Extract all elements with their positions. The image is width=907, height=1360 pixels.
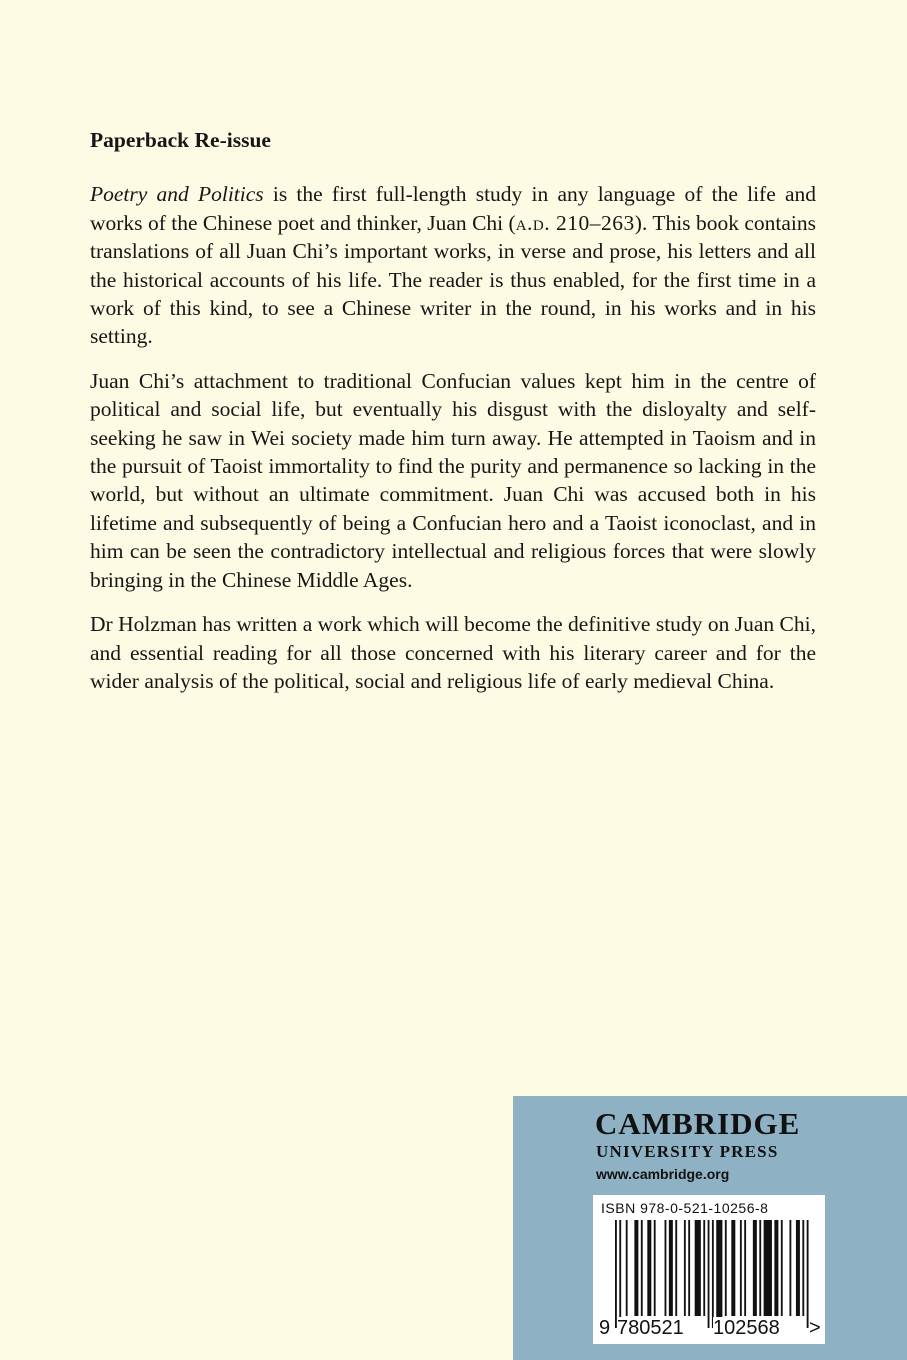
barcode-bar	[796, 1220, 800, 1316]
book-title: Poetry and Politics	[90, 182, 264, 207]
barcode-bar	[731, 1220, 735, 1316]
isbn-text: ISBN 978-0-521-10256-8	[601, 1200, 769, 1216]
heading: Paperback Re-issue	[90, 128, 271, 152]
barcode-bar	[744, 1220, 746, 1316]
barcode-digits-right: 102568	[713, 1317, 780, 1339]
barcode-bar	[740, 1220, 742, 1316]
barcode-bar	[647, 1220, 651, 1316]
barcode-bar	[654, 1220, 656, 1316]
publisher-url: www.cambridge.org	[596, 1166, 730, 1182]
barcode-bar	[712, 1220, 714, 1328]
barcode-bar	[802, 1220, 804, 1316]
back-cover-text	[90, 126, 816, 711]
paragraph-3: Dr Holzman has written a work which will become the definitive study on Juan Chi, and essential reading for all those concerned with his literary career and for the wider analysis of the political, social and religious life of early medieval China.	[90, 612, 816, 693]
barcode-digit-first: 9	[599, 1317, 611, 1339]
barcode-bar	[703, 1220, 705, 1316]
barcode-bar	[764, 1220, 772, 1316]
paragraph-2: Juan Chi’s attachment to traditional Confucian values kept him in the centre of political and social life, but eventually his disgust with the disloyalty and self-seeking he saw in Wei society made him turn away. He attempted in Taoism and in the pursuit of Taoist immortality to find the purity and permanence so lacking in the world, but without an ultimate commitment. Juan Chi was accused both in his lifetime and subsequently of being a Confucian hero and a Taoist iconoclast, and in him can be seen the contradictory intellectual and religious forces that were slowly bringing in the Chinese Middle Ages.	[90, 368, 816, 592]
barcode-bar	[759, 1220, 761, 1316]
paragraph-1-text-b: ). This book contains translations of all Juan Chi’s important works, in verse and prose, his letters and all the historical accounts of his life. The reader is thus enabled, for the first time in a work of this kind, to see a Chinese writer in the round, in his works and in his setting.	[90, 210, 816, 349]
barcode-label	[593, 1195, 825, 1344]
barcode-bar	[634, 1220, 638, 1316]
barcode-bar	[669, 1220, 673, 1316]
barcode-bar	[684, 1220, 686, 1316]
barcode-bar	[641, 1220, 643, 1316]
paragraph-1	[90, 180, 816, 350]
barcode-bar	[619, 1220, 621, 1328]
barcode-digits-left: 780521	[617, 1317, 684, 1339]
barcode-bar	[716, 1220, 722, 1328]
barcode-bar	[708, 1220, 710, 1328]
publisher-subtitle: UNIVERSITY PRESS	[596, 1142, 779, 1161]
barcode-icon	[615, 1220, 811, 1328]
barcode-bar	[626, 1220, 628, 1316]
barcode-bar	[615, 1220, 617, 1328]
barcode-end-mark: >	[809, 1317, 821, 1339]
poet-dates: a.d. 210–263	[515, 210, 635, 235]
barcode-bar	[781, 1220, 783, 1316]
barcode-bar	[695, 1220, 701, 1316]
barcode-bar	[675, 1220, 677, 1316]
barcode-bar	[807, 1220, 809, 1328]
publisher-name: CAMBRIDGE	[595, 1106, 801, 1141]
paragraph-1-text-a: is the first full-length study in any language of the life and works of the Chinese poet and thinker, Juan Chi (	[90, 182, 816, 235]
barcode-bar	[774, 1220, 778, 1316]
barcode-bar	[665, 1220, 667, 1316]
barcode-bar	[753, 1220, 757, 1316]
barcode-bar	[688, 1220, 690, 1316]
barcode-bar	[725, 1220, 727, 1316]
barcode-bar	[789, 1220, 791, 1316]
publisher-panel	[513, 1096, 907, 1360]
